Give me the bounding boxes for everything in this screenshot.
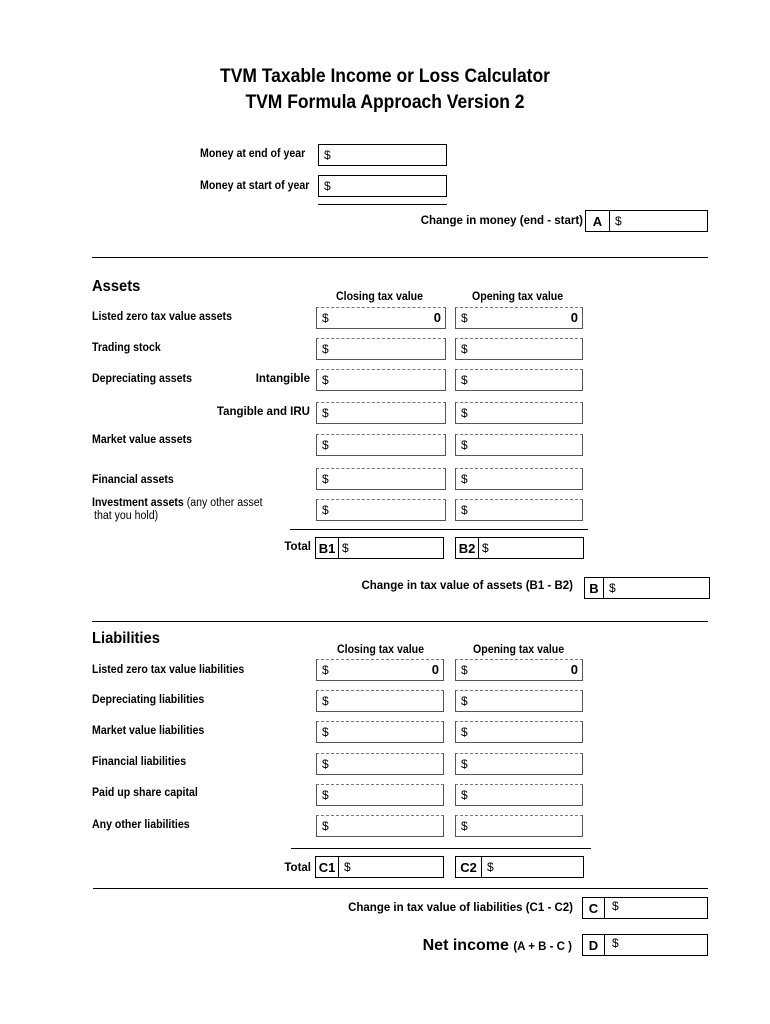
currency-symbol: $ xyxy=(322,342,329,356)
currency-symbol: $ xyxy=(461,342,468,356)
net-income-label xyxy=(423,937,572,955)
market-value-liabilities-label: Market value liabilities xyxy=(92,725,205,737)
value: 0 xyxy=(570,310,578,325)
currency-symbol: $ xyxy=(461,503,468,517)
value: 0 xyxy=(570,662,578,677)
code-c1: C1 xyxy=(316,857,339,877)
code-b2: B2 xyxy=(456,538,479,558)
financial-liabilities-opening-input[interactable] xyxy=(455,753,583,775)
currency-symbol: $ xyxy=(461,472,468,486)
market-value-liabilities-opening-input[interactable] xyxy=(455,721,583,743)
currency-symbol: $ xyxy=(322,406,329,420)
liabilities-change-label: Change in tax value of liabilities (C1 - C2) xyxy=(348,902,573,914)
other-liabilities-label: Any other liabilities xyxy=(92,819,190,831)
money-end-input[interactable] xyxy=(318,144,447,166)
liabilities-total-opening xyxy=(455,856,584,878)
trading-stock-opening-input[interactable] xyxy=(455,338,583,360)
currency-symbol: $ xyxy=(461,438,468,452)
currency-symbol: $ xyxy=(324,148,331,162)
currency-symbol: $ xyxy=(322,472,329,486)
code-b: B xyxy=(585,578,604,598)
currency-symbol: $ xyxy=(322,694,329,708)
depreciating-liabilities-closing-input[interactable] xyxy=(316,690,444,712)
investment-assets-note: (any other asset xyxy=(186,497,263,509)
tangible-iru-label: Tangible and IRU xyxy=(216,406,310,418)
listed-zero-assets-closing-input[interactable] xyxy=(316,307,446,329)
currency-symbol: $ xyxy=(322,819,329,833)
currency-symbol: $ xyxy=(344,860,351,874)
assets-total-label: Total xyxy=(284,541,311,553)
currency-symbol: $ xyxy=(482,541,489,555)
liabilities-total-label: Total xyxy=(284,862,311,874)
investment-assets-opening-input[interactable] xyxy=(455,499,583,521)
currency-symbol: $ xyxy=(461,406,468,420)
other-liabilities-closing-input[interactable] xyxy=(316,815,444,837)
currency-symbol: $ xyxy=(342,541,349,555)
investment-assets-text: Investment assets xyxy=(92,497,184,509)
currency-symbol: $ xyxy=(322,311,329,325)
code-c2: C2 xyxy=(456,857,482,877)
share-capital-opening-input[interactable] xyxy=(455,784,583,806)
assets-closing-header: Closing tax value xyxy=(336,291,424,303)
currency-symbol: $ xyxy=(487,860,494,874)
divider xyxy=(318,204,447,205)
net-income-text: Net income xyxy=(422,937,509,954)
code-a: A xyxy=(586,211,610,231)
financial-assets-label: Financial assets xyxy=(92,474,174,486)
assets-total-closing xyxy=(315,537,444,559)
currency-symbol: $ xyxy=(322,438,329,452)
tangible-opening-input[interactable] xyxy=(455,402,583,424)
financial-liabilities-label: Financial liabilities xyxy=(92,756,187,768)
page-subtitle: TVM Formula Approach Version 2 xyxy=(245,92,525,113)
trading-stock-closing-input[interactable] xyxy=(316,338,446,360)
currency-symbol: $ xyxy=(461,757,468,771)
tangible-closing-input[interactable] xyxy=(316,402,446,424)
currency-symbol: $ xyxy=(615,214,622,228)
currency-symbol: $ xyxy=(322,373,329,387)
depreciating-liabilities-opening-input[interactable] xyxy=(455,690,583,712)
net-income-result xyxy=(582,934,708,956)
money-change-label: Change in money (end - start) xyxy=(420,215,583,227)
money-change-result xyxy=(585,210,708,232)
financial-liabilities-closing-input[interactable] xyxy=(316,753,444,775)
intangible-opening-input[interactable] xyxy=(455,369,583,391)
depreciating-liabilities-label: Depreciating liabilities xyxy=(92,694,205,706)
money-start-input[interactable] xyxy=(318,175,447,197)
value: 0 xyxy=(433,310,441,325)
currency-symbol: $ xyxy=(612,899,619,913)
currency-symbol: $ xyxy=(322,663,329,677)
listed-zero-assets-label: Listed zero tax value assets xyxy=(92,311,232,323)
liabilities-total-closing xyxy=(315,856,444,878)
code-b1: B1 xyxy=(316,538,339,558)
investment-assets-closing-input[interactable] xyxy=(316,499,446,521)
currency-symbol: $ xyxy=(322,503,329,517)
liabilities-opening-header: Opening tax value xyxy=(473,644,565,656)
currency-symbol: $ xyxy=(322,788,329,802)
assets-heading: Assets xyxy=(92,278,141,295)
market-value-assets-opening-input[interactable] xyxy=(455,434,583,456)
listed-zero-assets-opening-input[interactable] xyxy=(455,307,583,329)
share-capital-closing-input[interactable] xyxy=(316,784,444,806)
assets-opening-header: Opening tax value xyxy=(472,291,564,303)
section-divider xyxy=(93,888,708,889)
currency-symbol: $ xyxy=(461,311,468,325)
money-start-label: Money at start of year xyxy=(200,180,310,192)
currency-symbol: $ xyxy=(461,663,468,677)
liabilities-closing-header: Closing tax value xyxy=(337,644,425,656)
assets-change-result xyxy=(584,577,710,599)
trading-stock-label: Trading stock xyxy=(92,342,161,354)
investment-assets-label xyxy=(92,497,263,509)
net-income-formula: (A + B - C ) xyxy=(513,941,572,953)
money-end-label: Money at end of year xyxy=(200,148,306,160)
total-divider xyxy=(291,848,591,849)
currency-symbol: $ xyxy=(612,936,619,950)
currency-symbol: $ xyxy=(322,757,329,771)
code-c: C xyxy=(583,898,605,918)
currency-symbol: $ xyxy=(461,788,468,802)
listed-zero-liabilities-label: Listed zero tax value liabilities xyxy=(92,664,245,676)
currency-symbol: $ xyxy=(324,179,331,193)
share-capital-label: Paid up share capital xyxy=(92,787,198,799)
intangible-closing-input[interactable] xyxy=(316,369,446,391)
listed-zero-liabilities-opening-input[interactable] xyxy=(455,659,583,681)
section-divider xyxy=(92,621,708,622)
depreciating-assets-label: Depreciating assets xyxy=(92,373,192,385)
market-value-assets-closing-input[interactable] xyxy=(316,434,446,456)
currency-symbol: $ xyxy=(461,694,468,708)
currency-symbol: $ xyxy=(322,725,329,739)
code-d: D xyxy=(583,935,605,955)
section-divider xyxy=(92,257,708,258)
liabilities-change-result xyxy=(582,897,708,919)
currency-symbol: $ xyxy=(461,725,468,739)
currency-symbol: $ xyxy=(461,819,468,833)
financial-assets-opening-input[interactable] xyxy=(455,468,583,490)
assets-change-label: Change in tax value of assets (B1 - B2) xyxy=(361,580,573,592)
assets-total-opening xyxy=(455,537,584,559)
total-divider xyxy=(290,529,588,530)
intangible-label: Intangible xyxy=(255,373,310,385)
currency-symbol: $ xyxy=(609,581,616,595)
value: 0 xyxy=(431,662,439,677)
financial-assets-closing-input[interactable] xyxy=(316,468,446,490)
currency-symbol: $ xyxy=(461,373,468,387)
liabilities-heading: Liabilities xyxy=(92,630,160,647)
market-value-assets-label: Market value assets xyxy=(92,434,192,446)
listed-zero-liabilities-closing-input[interactable] xyxy=(316,659,444,681)
market-value-liabilities-closing-input[interactable] xyxy=(316,721,444,743)
other-liabilities-opening-input[interactable] xyxy=(455,815,583,837)
investment-assets-note-2: that you hold) xyxy=(94,510,159,522)
page-title: TVM Taxable Income or Loss Calculator xyxy=(220,66,550,87)
